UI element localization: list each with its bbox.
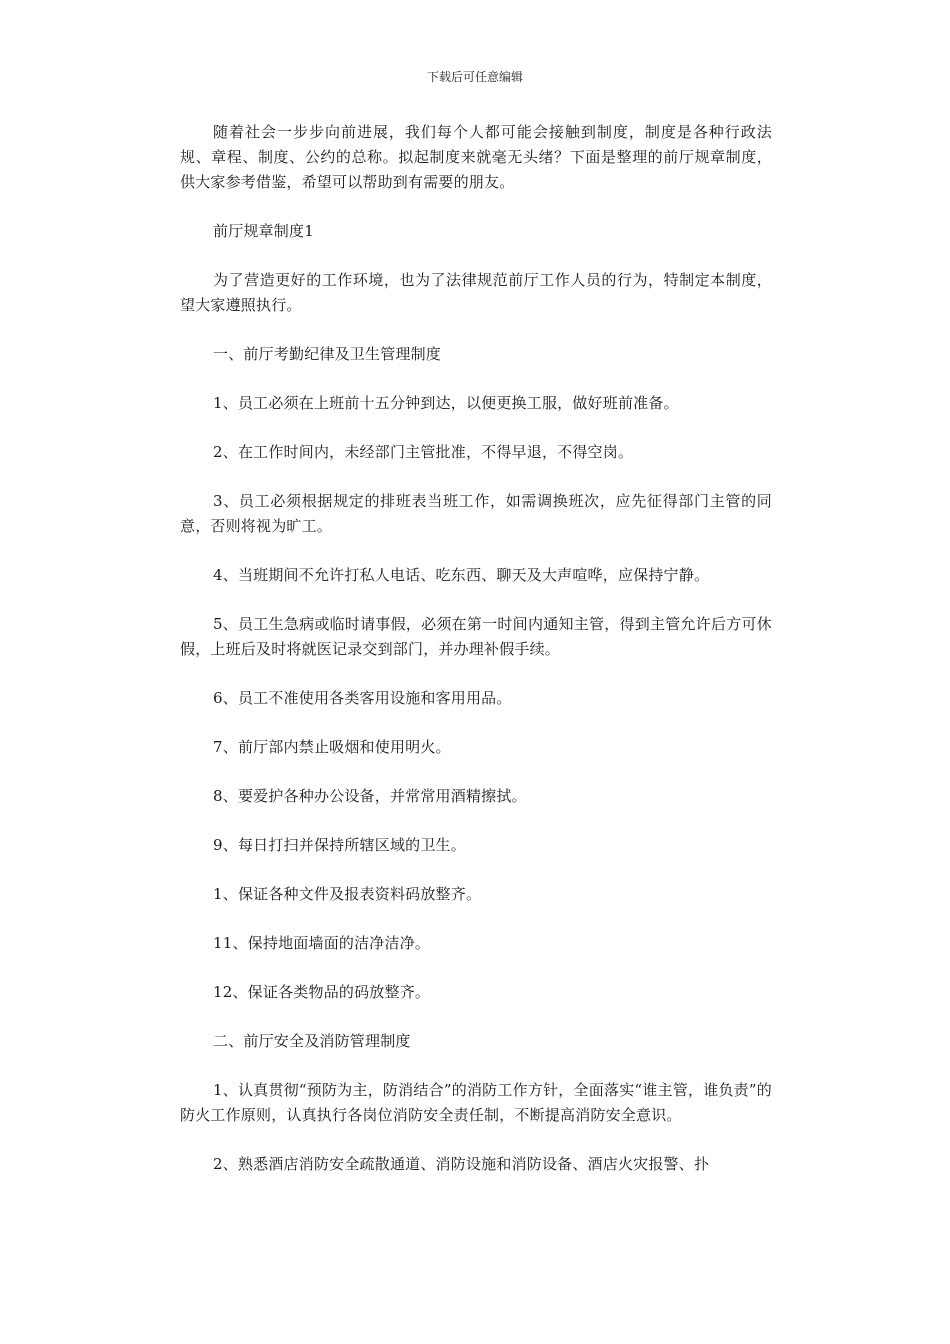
document-body bbox=[180, 120, 772, 1201]
rule-item: 9、每日打扫并保持所辖区域的卫生。 bbox=[213, 836, 466, 854]
purpose-paragraph: 为了营造更好的工作环境，也为了法律规范前厅工作人员的行为，特制定本制度，望大家遵照执行。 bbox=[180, 271, 772, 314]
rule-item: 6、员工不准使用各类客用设施和客用用品。 bbox=[213, 689, 512, 707]
rule-item: 1、员工必须在上班前十五分钟到达，以便更换工服，做好班前准备。 bbox=[213, 394, 679, 412]
chapter-heading: 一、前厅考勤纪律及卫生管理制度 bbox=[213, 345, 442, 363]
rule-item: 5、员工生急病或临时请事假，必须在第一时间内通知主管，得到主管允许后方可休假，上班后及时将就医记录交到部门，并办理补假手续。 bbox=[180, 615, 772, 658]
rule-item: 11、保持地面墙面的洁净洁净。 bbox=[213, 934, 431, 952]
rule-item: 8、要爱护各种办公设备，并常常用酒精擦拭。 bbox=[213, 787, 527, 805]
rule-item: 4、当班期间不允许打私人电话、吃东西、聊天及大声喧哗，应保持宁静。 bbox=[213, 566, 710, 584]
intro-paragraph: 随着社会一步步向前进展，我们每个人都可能会接触到制度，制度是各种行政法规、章程、制度、公约的总称。拟起制度来就毫无头绪？下面是整理的前厅规章制度，供大家参考借鉴，希望可以帮助到有需要的朋友。 bbox=[180, 123, 772, 191]
rule-item: 2、在工作时间内，未经部门主管批准，不得早退，不得空岗。 bbox=[213, 443, 634, 461]
rule-item: 3、员工必须根据规定的排班表当班工作，如需调换班次，应先征得部门主管的同意，否则将视为旷工。 bbox=[180, 492, 772, 535]
rule-item: 1、保证各种文件及报表资料码放整齐。 bbox=[213, 885, 482, 903]
rule-item: 2、熟悉酒店消防安全疏散通道、消防设施和消防设备、酒店火灾报警、扑 bbox=[213, 1155, 710, 1173]
rule-item: 12、保证各类物品的码放整齐。 bbox=[213, 983, 431, 1001]
rule-item: 1、认真贯彻“预防为主，防消结合”的消防工作方针，全面落实“谁主管，谁负责”的防火工作原则，认真执行各岗位消防安全责任制，不断提高消防安全意识。 bbox=[180, 1081, 772, 1124]
rule-item: 7、前厅部内禁止吸烟和使用明火。 bbox=[213, 738, 451, 756]
download-note: 下载后可任意编辑 bbox=[426, 70, 523, 84]
section-title: 前厅规章制度1 bbox=[213, 222, 314, 240]
chapter-heading: 二、前厅安全及消防管理制度 bbox=[213, 1032, 411, 1050]
